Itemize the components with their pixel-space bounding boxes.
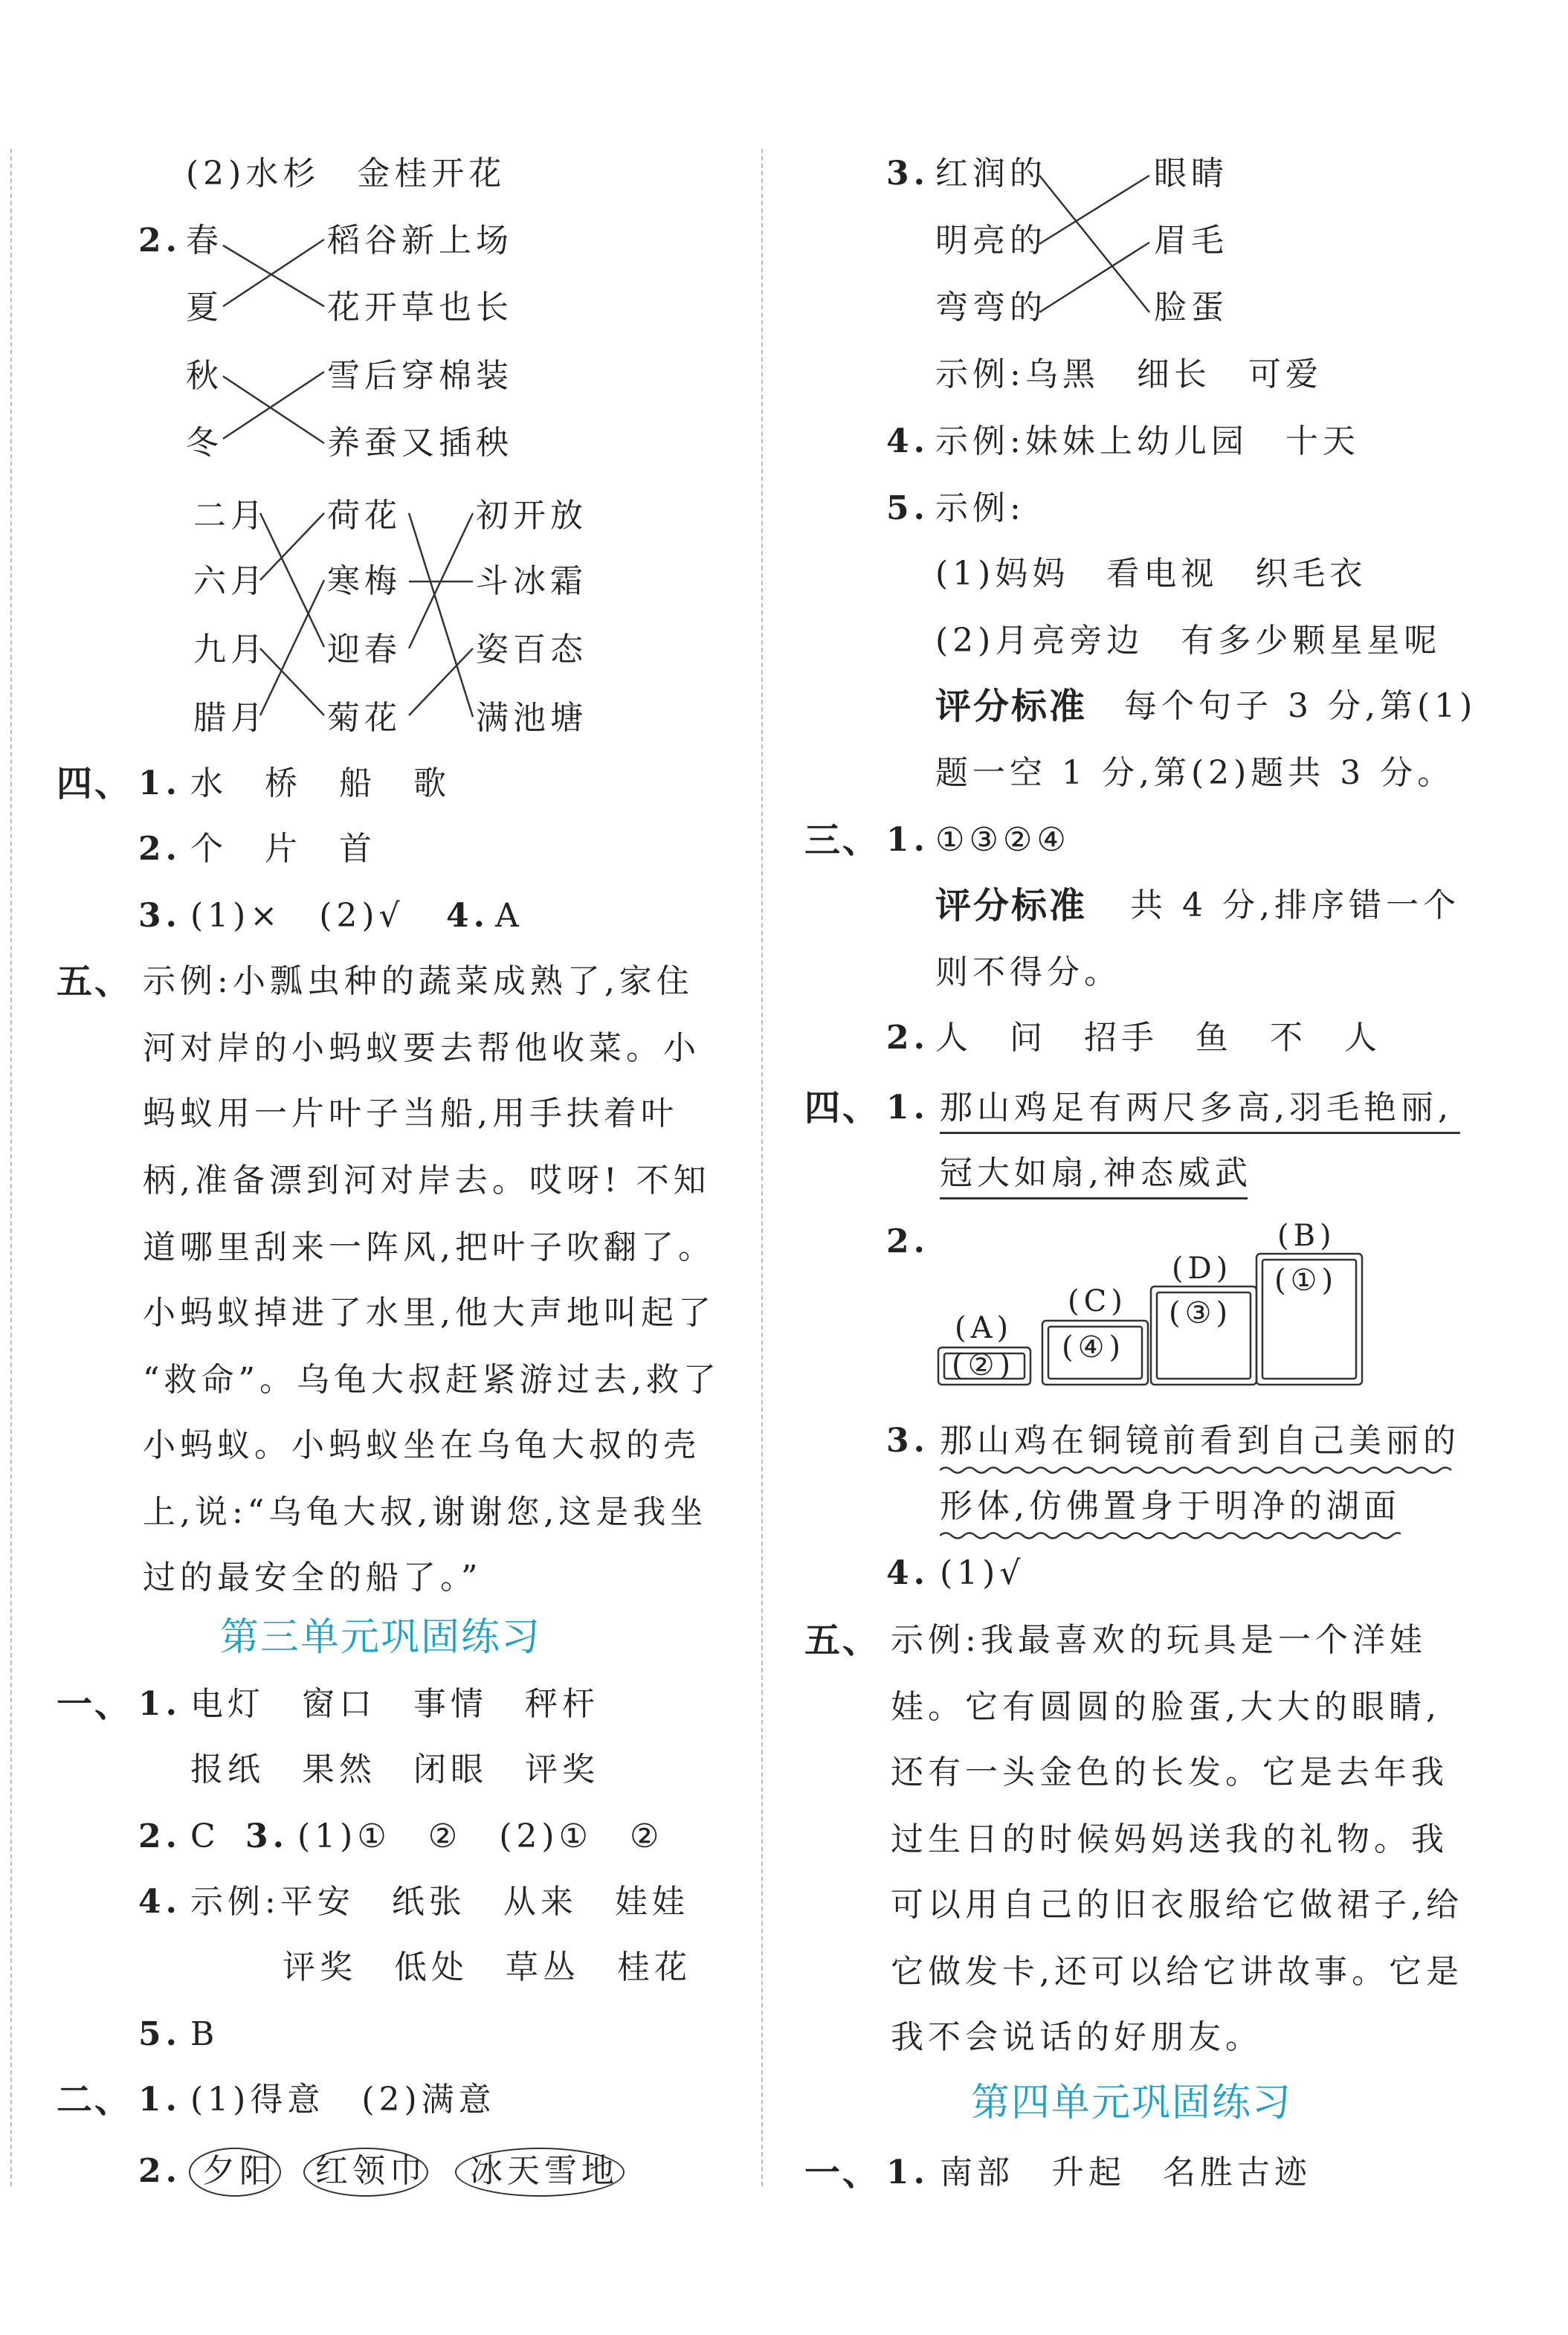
unit4-title: 第四单元巩固练习 xyxy=(971,2081,1293,2125)
r-part3-label: 三、 xyxy=(804,819,881,861)
part4-q4-num: 4. xyxy=(446,897,489,935)
adj-3: 弯弯的 xyxy=(935,289,1047,326)
part4-q1-num: 1. xyxy=(138,764,181,802)
unit3-q2-num: 2. xyxy=(138,1817,181,1855)
r-q5-text: 示例: xyxy=(935,489,1025,527)
r-part3-q2-text: 人 问 招手 鱼 不 人 xyxy=(935,1019,1381,1057)
r-part3-q1-text: ①③②④ xyxy=(935,821,1071,859)
r-part5-line-6: 它做发卡,还可以给它讲故事。它是 xyxy=(891,1953,1463,1991)
noun-3: 脸蛋 xyxy=(1154,289,1228,326)
step-d-num: (③) xyxy=(1169,1296,1233,1330)
unit3-q4-line2: 评奖 低处 草丛 桂花 xyxy=(283,1948,691,1986)
unit4-p1-label: 一、 xyxy=(804,2152,881,2194)
part5-line-9: 上,说:“乌龟大叔,谢谢您,这是我坐 xyxy=(143,1493,708,1531)
desc-3: 姿百态 xyxy=(476,631,587,669)
r-q5-sub2: (2)月亮旁边 有多少颗星星呢 xyxy=(935,622,1442,660)
adj-1: 红润的 xyxy=(935,155,1047,193)
part4-q3-text: (1)× (2)√ xyxy=(190,897,404,935)
r-part5-line-7: 我不会说话的好朋友。 xyxy=(891,2018,1262,2056)
unit3-q1-num: 1. xyxy=(138,1685,181,1723)
rubric1-line2: 题一空 1 分,第(2)题共 3 分。 xyxy=(935,754,1455,792)
r-q5-num: 5. xyxy=(886,489,929,527)
r-part4-q1-line1: 那山鸡足有两尺多高,羽毛艳丽, xyxy=(940,1089,1453,1127)
part5-line-1: 示例:小瓢虫种的蔬菜成熟了,家住 xyxy=(143,962,694,1000)
r-part4-q3-line1: 那山鸡在铜镜前看到自己美丽的 xyxy=(940,1422,1460,1460)
season-winter: 冬 xyxy=(186,424,223,462)
r-part5-line-3: 还有一头金色的长发。它是去年我 xyxy=(891,1753,1448,1791)
desc-4: 满池塘 xyxy=(476,699,587,737)
match3-example: 示例:乌黑 细长 可爱 xyxy=(935,355,1323,393)
oval-word-1-text: 夕阳 xyxy=(202,2152,277,2190)
part4-q3-num: 3. xyxy=(138,897,181,935)
r-part4-label: 四、 xyxy=(804,1087,881,1129)
unit3-p1-label: 一、 xyxy=(57,1684,133,1725)
r-part4-q3-num: 3. xyxy=(886,1422,929,1460)
rubric1-line1: 每个句子 3 分,第(1) xyxy=(1124,687,1477,725)
r-part3-rubric-line1: 共 4 分,排序错一个 xyxy=(1130,886,1460,924)
part5-line-6: 小蚂蚁掉进了水里,他大声地叫起了 xyxy=(143,1294,715,1332)
left-top-line: (2)水杉 金桂开花 xyxy=(186,155,506,193)
r-q4-text: 示例:妹妹上幼儿园 十天 xyxy=(935,422,1360,460)
rubric1-head: 评分标准 xyxy=(935,686,1088,727)
unit4-q1-text: 南部 升起 名胜古迹 xyxy=(940,2154,1311,2191)
desc-1: 初开放 xyxy=(476,497,587,535)
part4-q2-text: 个 片 首 xyxy=(190,830,376,868)
r-part5-label: 五、 xyxy=(804,1620,881,1661)
phrase-2: 花开草也长 xyxy=(327,289,513,326)
oval-word-2-text: 红领巾 xyxy=(315,2152,427,2190)
r-part3-rubric-line2: 则不得分。 xyxy=(935,953,1121,991)
r-part4-q2-num: 2. xyxy=(886,1223,929,1260)
unit3-q2-text: C xyxy=(190,1817,220,1855)
part5-line-8: 小蚂蚁。小蚂蚁坐在乌龟大叔的壳 xyxy=(143,1426,700,1464)
flower-4: 菊花 xyxy=(327,699,401,737)
wavy-underline-2 xyxy=(940,1530,1401,1541)
flower-3: 迎春 xyxy=(327,631,401,669)
step-d-letter: (D) xyxy=(1172,1252,1233,1286)
oval-word-3-text: 冰天雪地 xyxy=(470,2152,619,2190)
phrase-4: 养蚕又插秧 xyxy=(327,424,513,462)
season-spring: 春 xyxy=(186,222,223,260)
unit3-q5-text: B xyxy=(190,2015,219,2053)
part4-label: 四、 xyxy=(57,763,133,805)
unit3-p2-q1-text: (1)得意 (2)满意 xyxy=(190,2081,496,2119)
part5-label: 五、 xyxy=(57,961,133,1002)
part5-line-2: 河对岸的小蚂蚁要去帮他收菜。小 xyxy=(143,1029,700,1067)
part5-line-7: “救命”。乌龟大叔赶紧游过去,救了 xyxy=(143,1361,720,1399)
r-q4-num: 4. xyxy=(886,422,929,460)
step-b-letter: (B) xyxy=(1277,1219,1336,1253)
phrase-1: 稻谷新上场 xyxy=(327,222,513,260)
part4-q1-text: 水 桥 船 歌 xyxy=(190,764,451,802)
part5-line-4: 柄,准备漂到河对岸去。哎呀! 不知 xyxy=(143,1162,711,1199)
r-part4-q4-text: (1)√ xyxy=(940,1554,1025,1592)
r-part5-line-1: 示例:我最喜欢的玩具是一个洋娃 xyxy=(891,1621,1427,1659)
step-a-num: (②) xyxy=(952,1348,1016,1382)
r-q5-sub1: (1)妈妈 看电视 织毛衣 xyxy=(935,555,1367,593)
r-part3-q1-num: 1. xyxy=(886,821,929,859)
part4-q2-num: 2. xyxy=(138,830,181,868)
unit3-q3-text: (1)① ② (2)① ② xyxy=(297,1817,664,1855)
match3-num: 3. xyxy=(886,155,929,193)
month-3: 九月 xyxy=(193,631,268,669)
r-part3-q2-num: 2. xyxy=(886,1019,929,1057)
unit3-q1-line2: 报纸 果然 闭眼 评奖 xyxy=(190,1751,599,1788)
flower-1: 荷花 xyxy=(327,497,401,535)
season-autumn: 秋 xyxy=(186,357,223,395)
step-c-letter: (C) xyxy=(1068,1284,1127,1318)
month-1: 二月 xyxy=(193,497,268,535)
match1-num: 2. xyxy=(138,222,181,260)
r-part3-rubric-head: 评分标准 xyxy=(935,885,1088,927)
month-4: 腊月 xyxy=(193,699,268,737)
step-b-num: (①) xyxy=(1274,1263,1338,1298)
part5-line-5: 道哪里刮来一阵风,把叶子吹翻了。 xyxy=(143,1228,715,1266)
r-part4-q1-num: 1. xyxy=(886,1089,929,1127)
unit3-q3-num: 3. xyxy=(245,1817,288,1855)
wavy-underline-1 xyxy=(940,1465,1460,1475)
r-part4-q4-num: 4. xyxy=(886,1554,929,1592)
r-part4-q3-line2: 形体,仿佛置身于明净的湖面 xyxy=(940,1487,1401,1525)
phrase-3: 雪后穿棉装 xyxy=(327,357,513,395)
flower-2: 寒梅 xyxy=(327,562,401,600)
noun-2: 眉毛 xyxy=(1154,222,1228,260)
season-summer: 夏 xyxy=(186,289,223,326)
step-c-num: (④) xyxy=(1062,1330,1126,1365)
unit3-p2-label: 二、 xyxy=(57,2079,133,2121)
month-2: 六月 xyxy=(193,562,268,600)
adj-2: 明亮的 xyxy=(935,222,1047,260)
step-a-letter: (A) xyxy=(955,1311,1013,1345)
r-part5-line-4: 过生日的时候妈妈送我的礼物。我 xyxy=(891,1820,1448,1858)
part5-line-3: 蚂蚁用一片叶子当船,用手扶着叶 xyxy=(143,1095,678,1133)
part4-q4-text: A xyxy=(495,897,523,935)
unit4-q1-num: 1. xyxy=(886,2154,929,2191)
unit3-q5-num: 5. xyxy=(138,2015,181,2053)
noun-1: 眼睛 xyxy=(1154,155,1228,193)
desc-2: 斗冰霜 xyxy=(476,562,587,600)
unit3-title: 第三单元巩固练习 xyxy=(220,1615,542,1660)
part5-line-10: 过的最安全的船了。” xyxy=(143,1559,483,1597)
unit3-p2-q2-num: 2. xyxy=(138,2152,181,2190)
r-part5-line-2: 娃。它有圆圆的脸蛋,大大的眼睛, xyxy=(891,1688,1441,1726)
unit3-q1-line1: 电灯 窗口 事情 秤杆 xyxy=(190,1685,599,1723)
r-part5-line-5: 可以用自己的旧衣服给它做裙子,给 xyxy=(891,1886,1463,1924)
unit3-q4-num: 4. xyxy=(138,1883,181,1921)
r-part4-q1-line2: 冠大如扇,神态威武 xyxy=(940,1154,1252,1192)
unit3-q4-line1: 示例:平安 纸张 从来 娃娃 xyxy=(190,1883,689,1921)
unit3-p2-q1-num: 1. xyxy=(138,2081,181,2119)
